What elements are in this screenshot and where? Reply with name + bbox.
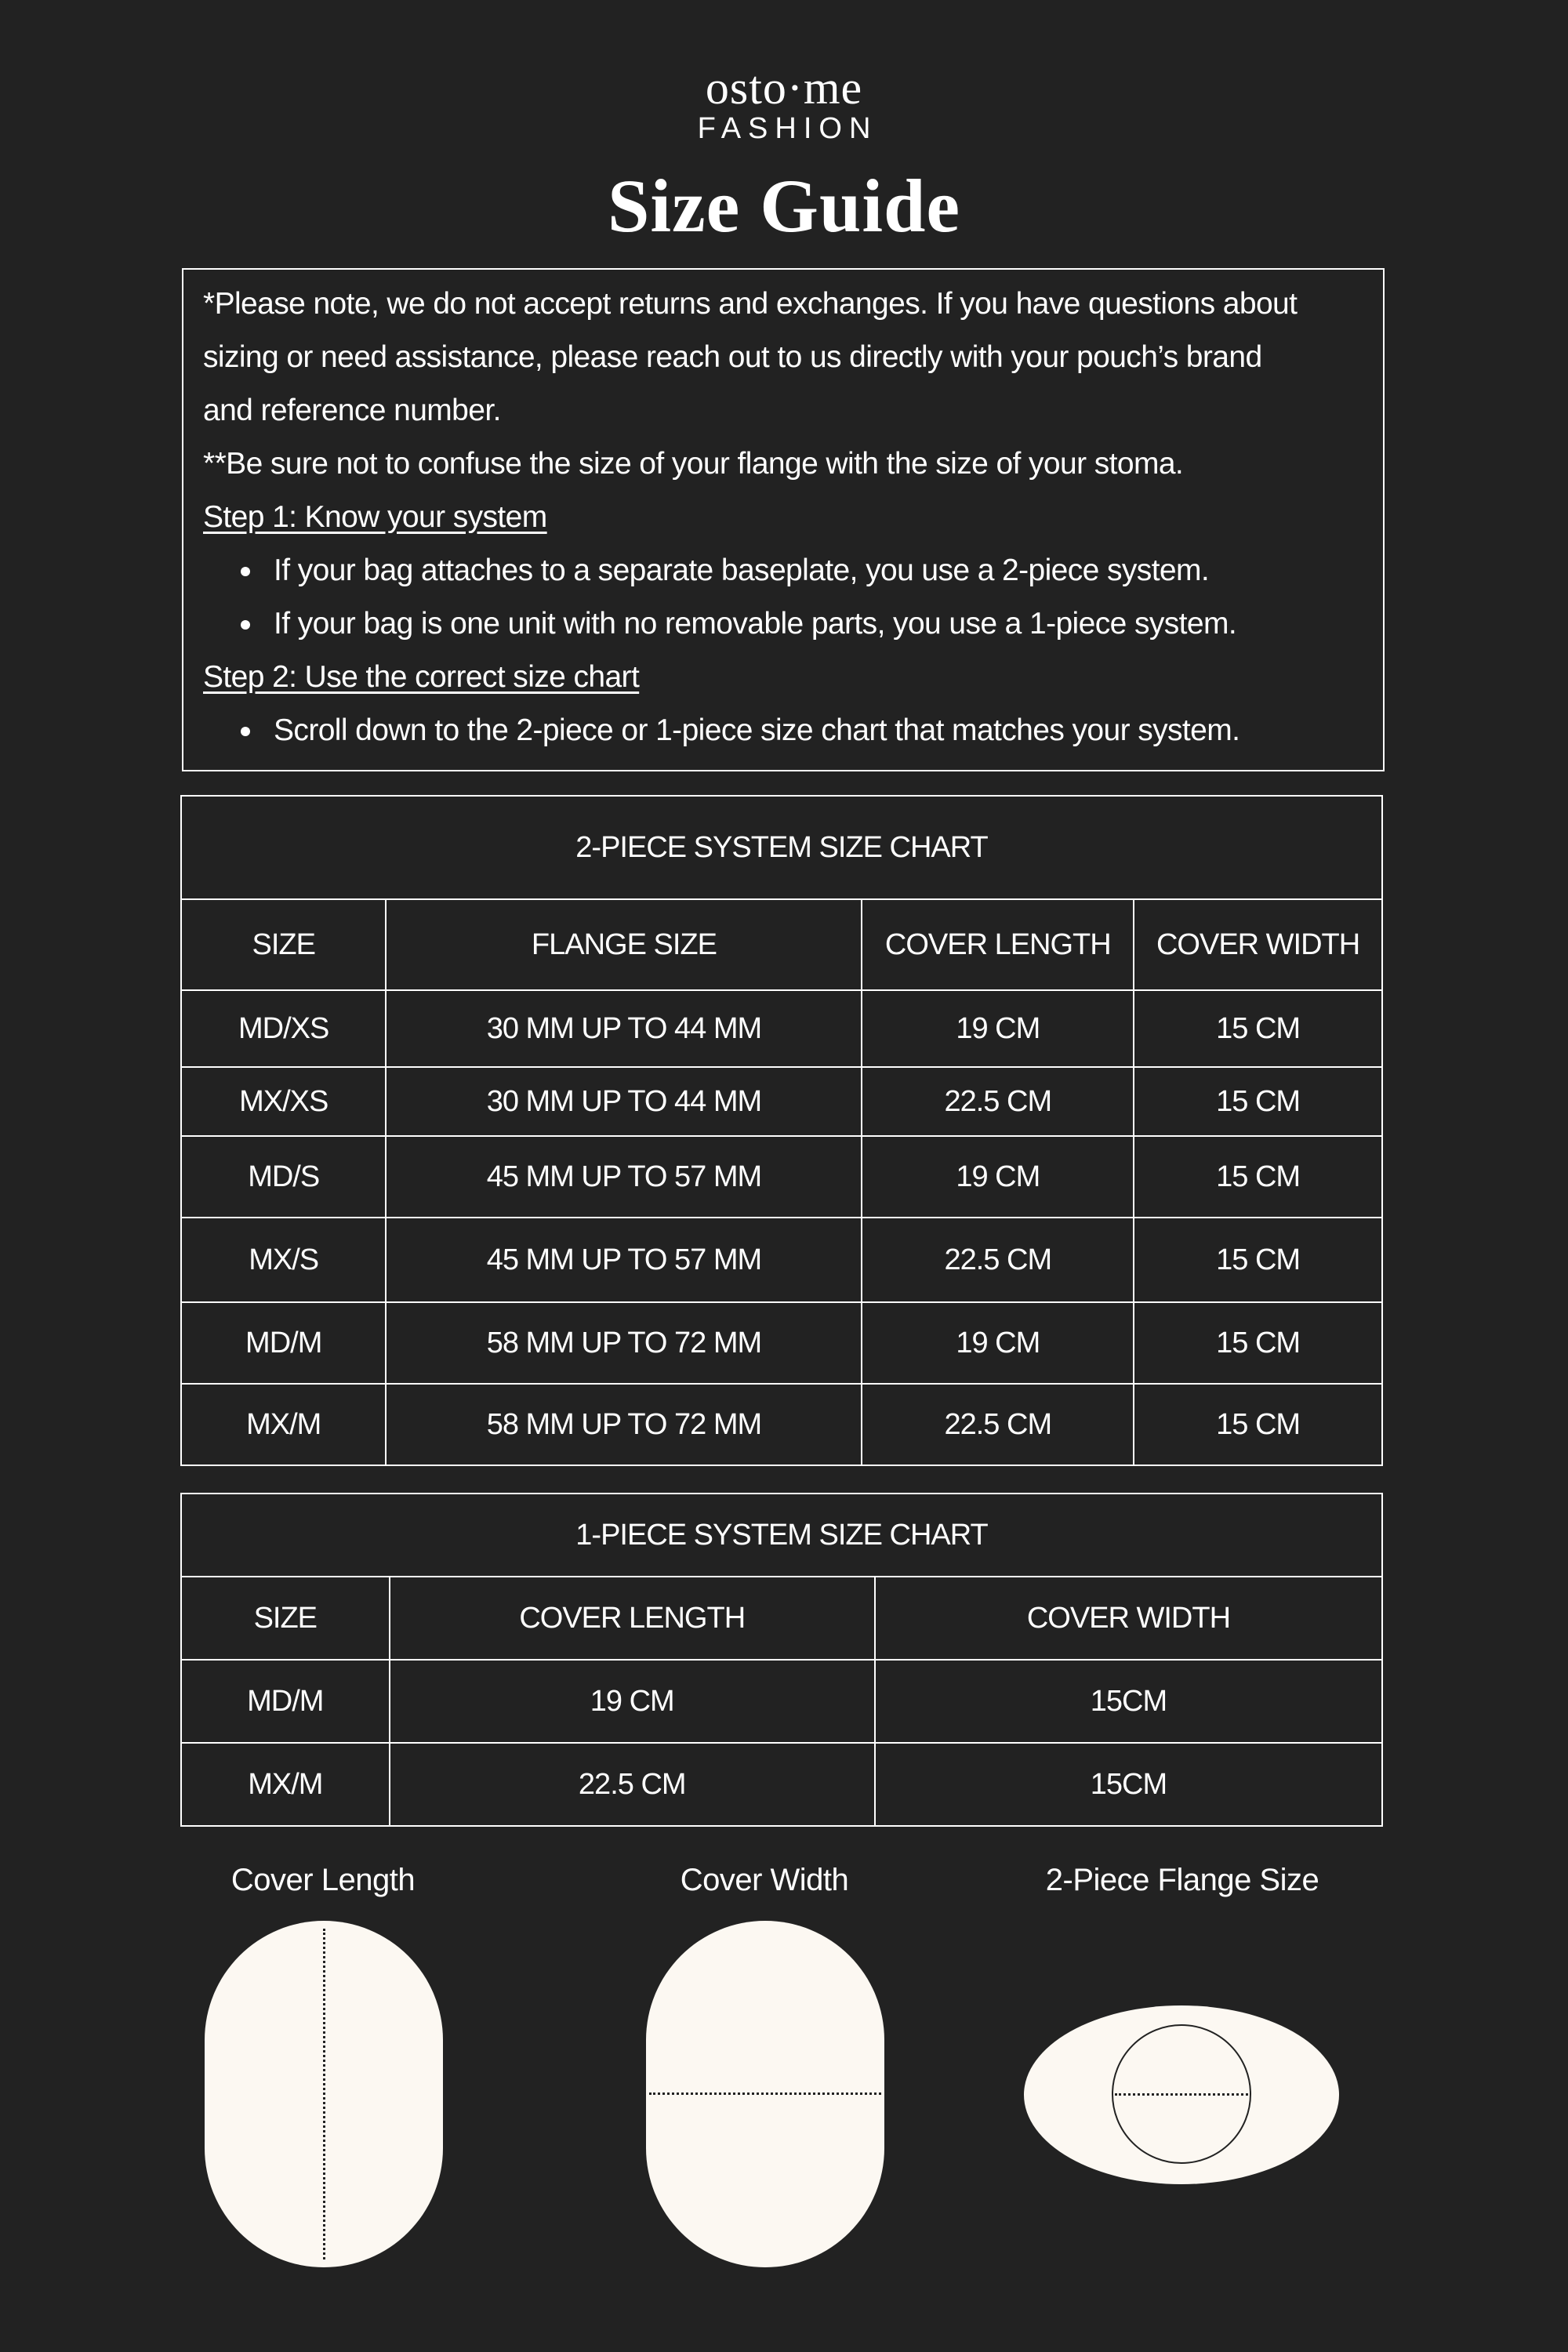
table-cell: MD/M: [181, 1302, 386, 1384]
table-cell: MD/S: [181, 1136, 386, 1218]
notes-line: sizing or need assistance, please reach out to us directly with your pouch’s brand: [203, 340, 1262, 374]
list-item: If your bag attaches to a separate baseplate, you use a 2-piece system.: [203, 544, 1367, 597]
table-cell: 30 MM UP TO 44 MM: [386, 1067, 862, 1136]
column-header: COVER WIDTH: [875, 1577, 1382, 1660]
table-cell: 15CM: [875, 1660, 1382, 1743]
one-piece-size-chart: [180, 1493, 1383, 1827]
table-cell: 45 MM UP TO 57 MM: [386, 1136, 862, 1218]
column-header: SIZE: [181, 899, 386, 990]
step2-heading: Step 2: Use the correct size chart: [203, 660, 640, 694]
page-title: Size Guide: [607, 164, 960, 248]
flange-diagram: [1024, 2005, 1339, 2184]
table-cell: 22.5 CM: [390, 1743, 875, 1826]
table-cell: 19 CM: [862, 1302, 1134, 1384]
table-cell: MD/M: [181, 1660, 390, 1743]
column-header: COVER WIDTH: [1134, 899, 1382, 990]
table-cell: 15CM: [875, 1743, 1382, 1826]
table-cell: 58 MM UP TO 72 MM: [386, 1302, 862, 1384]
cover-width-label: Cover Width: [680, 1863, 849, 1897]
table-cell: 15 CM: [1134, 1218, 1382, 1302]
chart-title-row: [181, 1494, 1382, 1577]
cover-length-label: Cover Length: [230, 1863, 416, 1897]
column-header: COVER LENGTH: [390, 1577, 875, 1660]
table-row: [181, 1660, 1382, 1743]
column-header: FLANGE SIZE: [386, 899, 862, 990]
table-cell: 22.5 CM: [862, 1384, 1134, 1465]
table-cell: 19 CM: [862, 1136, 1134, 1218]
list-item: Scroll down to the 2-piece or 1-piece size chart that matches your system.: [203, 704, 1367, 757]
table-cell: 15 CM: [1134, 1136, 1382, 1218]
table-row: [181, 1218, 1382, 1302]
table-header-row: [181, 1577, 1382, 1660]
list-item: If your bag is one unit with no removable parts, you use a 1-piece system.: [203, 597, 1367, 651]
column-header: COVER LENGTH: [862, 899, 1134, 990]
width-measure-line: [649, 2092, 881, 2095]
table-cell: MX/M: [181, 1384, 386, 1465]
length-measure-line: [323, 1929, 325, 2259]
step1-list: [203, 544, 1367, 651]
table-row: [181, 1384, 1382, 1465]
logo-subtitle: FASHION: [697, 112, 878, 145]
table-cell: 22.5 CM: [862, 1218, 1134, 1302]
table-row: [181, 1302, 1382, 1384]
table-cell: 15 CM: [1134, 1067, 1382, 1136]
table-cell: 15 CM: [1134, 990, 1382, 1067]
two-piece-size-chart: [180, 795, 1383, 1466]
table-row: [181, 1136, 1382, 1218]
logo-wordmark: osto·me: [705, 62, 863, 114]
table-cell: 30 MM UP TO 44 MM: [386, 990, 862, 1067]
table-header-row: [181, 899, 1382, 990]
table-cell: 19 CM: [862, 990, 1134, 1067]
table-cell: 15 CM: [1134, 1384, 1382, 1465]
table-cell: 15 CM: [1134, 1302, 1382, 1384]
column-header: SIZE: [181, 1577, 390, 1660]
table-cell: MX/S: [181, 1218, 386, 1302]
table-cell: MX/M: [181, 1743, 390, 1826]
step2-list: [203, 704, 1367, 757]
notes-line: *Please note, we do not accept returns and exchanges. If you have questions about: [203, 287, 1298, 321]
pouch-length-diagram: [205, 1921, 443, 2267]
table-row: [181, 990, 1382, 1067]
chart-title-row: [181, 796, 1382, 899]
table-cell: 19 CM: [390, 1660, 875, 1743]
chart-title: 1-PIECE SYSTEM SIZE CHART: [181, 1494, 1382, 1577]
step1-heading: Step 1: Know your system: [203, 500, 547, 534]
table-cell: 58 MM UP TO 72 MM: [386, 1384, 862, 1465]
brand-logo: [0, 64, 1568, 144]
table-row: [181, 1743, 1382, 1826]
notes-line: **Be sure not to confuse the size of your flange with the size of your stoma.: [203, 447, 1184, 481]
table-cell: MX/XS: [181, 1067, 386, 1136]
table-cell: 45 MM UP TO 57 MM: [386, 1218, 862, 1302]
notes-line: and reference number.: [203, 394, 501, 427]
flange-measure-line: [1115, 2093, 1248, 2096]
flange-ring: [1112, 2024, 1251, 2164]
pouch-width-diagram: [646, 1921, 884, 2267]
flange-size-label: 2-Piece Flange Size: [1045, 1863, 1319, 1897]
table-cell: 22.5 CM: [862, 1067, 1134, 1136]
table-row: [181, 1067, 1382, 1136]
notes-box: [182, 268, 1385, 771]
chart-title: 2-PIECE SYSTEM SIZE CHART: [181, 796, 1382, 899]
table-cell: MD/XS: [181, 990, 386, 1067]
